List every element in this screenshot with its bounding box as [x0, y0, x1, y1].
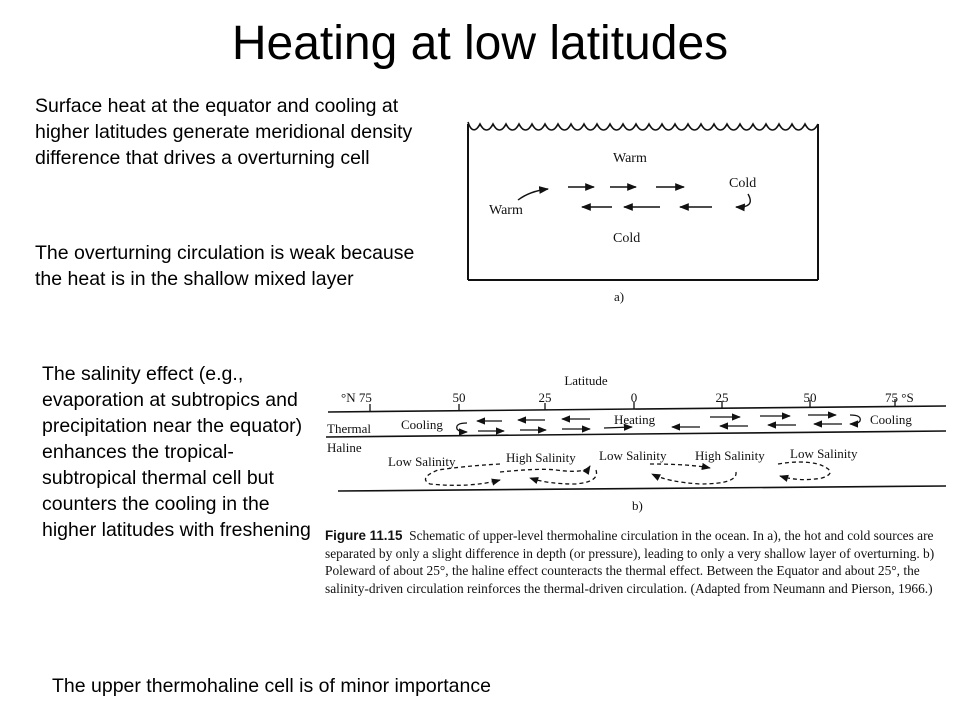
arrow-cold-sink [736, 194, 750, 207]
label-low-salinity: Low Salinity [388, 454, 456, 469]
paragraph-salinity-effect: The salinity effect (e.g., evaporation at subtropics and precipitation near the equator) enhances the tropical-subtropical thermal cell but counters the cooling in the higher latitudes with freshening [42, 363, 311, 541]
figure-b [326, 373, 946, 513]
row-label-haline: Haline [327, 440, 362, 455]
label-cold-bottom: Cold [613, 231, 641, 246]
label-warm-top: Warm [613, 151, 647, 166]
panel-label-a: a) [614, 289, 625, 304]
label-heating: Heating [614, 412, 656, 427]
figure-caption [325, 527, 945, 597]
arrow-warm-rise [518, 189, 548, 200]
caption-label: Figure 11.15 [325, 528, 403, 543]
label-low-salinity: Low Salinity [790, 446, 858, 461]
axis-line-bottom [338, 486, 946, 491]
label-low-salinity: Low Salinity [599, 448, 667, 463]
caption-text: Schematic of upper-level thermohaline circulation in the ocean. In a), the hot and cold sources are separated by only a slight difference in depth (or pressure), leading to only a very shallow layer of overturning. b) Poleward of about 25°, the haline effect counteracts the thermal effect. Between the Equator and about 25°, the salinity-driven circulation reinforces the thermal-driven circulation. (Adapted from Neumann and Pierson, 1966.) [325, 528, 935, 596]
label-high-salinity: High Salinity [695, 448, 765, 463]
label-cooling-left: Cooling [401, 417, 443, 432]
arrow-cooling-turn-left [457, 423, 467, 432]
tick-label: °N 75 [341, 390, 372, 405]
axis-title-latitude: Latitude [564, 373, 608, 388]
haline-cell-center-return [530, 470, 597, 484]
figure-a [468, 122, 818, 304]
label-cold-right: Cold [729, 176, 757, 191]
paragraph-weak-circulation: The overturning circulation is weak because the heat is in the shallow mixed layer [35, 242, 415, 290]
row-label-thermal: Thermal [327, 421, 372, 436]
paragraph-conclusion: The upper thermohaline cell is of minor importance [52, 675, 491, 697]
thermal-arrow-heating-sink [604, 427, 632, 428]
panel-label-b: b) [632, 498, 643, 513]
water-surface-wave [468, 122, 818, 130]
slide-title: Heating at low latitudes [231, 17, 729, 70]
tick-label: 50 [452, 390, 466, 405]
haline-cell-center-left [500, 466, 590, 472]
tick-label: 25 [715, 390, 729, 405]
paragraph-heating: Surface heat at the equator and cooling at higher latitudes generate meridional density difference that drives a overturning cell [35, 95, 413, 169]
tick-label: 0 [630, 390, 638, 405]
tick-label: 75 °S [885, 390, 914, 405]
tick-label: 25 [538, 390, 552, 405]
label-warm-left: Warm [489, 203, 523, 218]
tick-label: 50 [803, 390, 817, 405]
label-cooling-right: Cooling [870, 412, 912, 427]
haline-cell-right [778, 462, 830, 480]
haline-cell-center-right-return [652, 472, 736, 484]
haline-cell-center-right [650, 464, 710, 468]
label-high-salinity: High Salinity [506, 450, 576, 465]
arrow-cooling-turn-right [850, 415, 860, 424]
